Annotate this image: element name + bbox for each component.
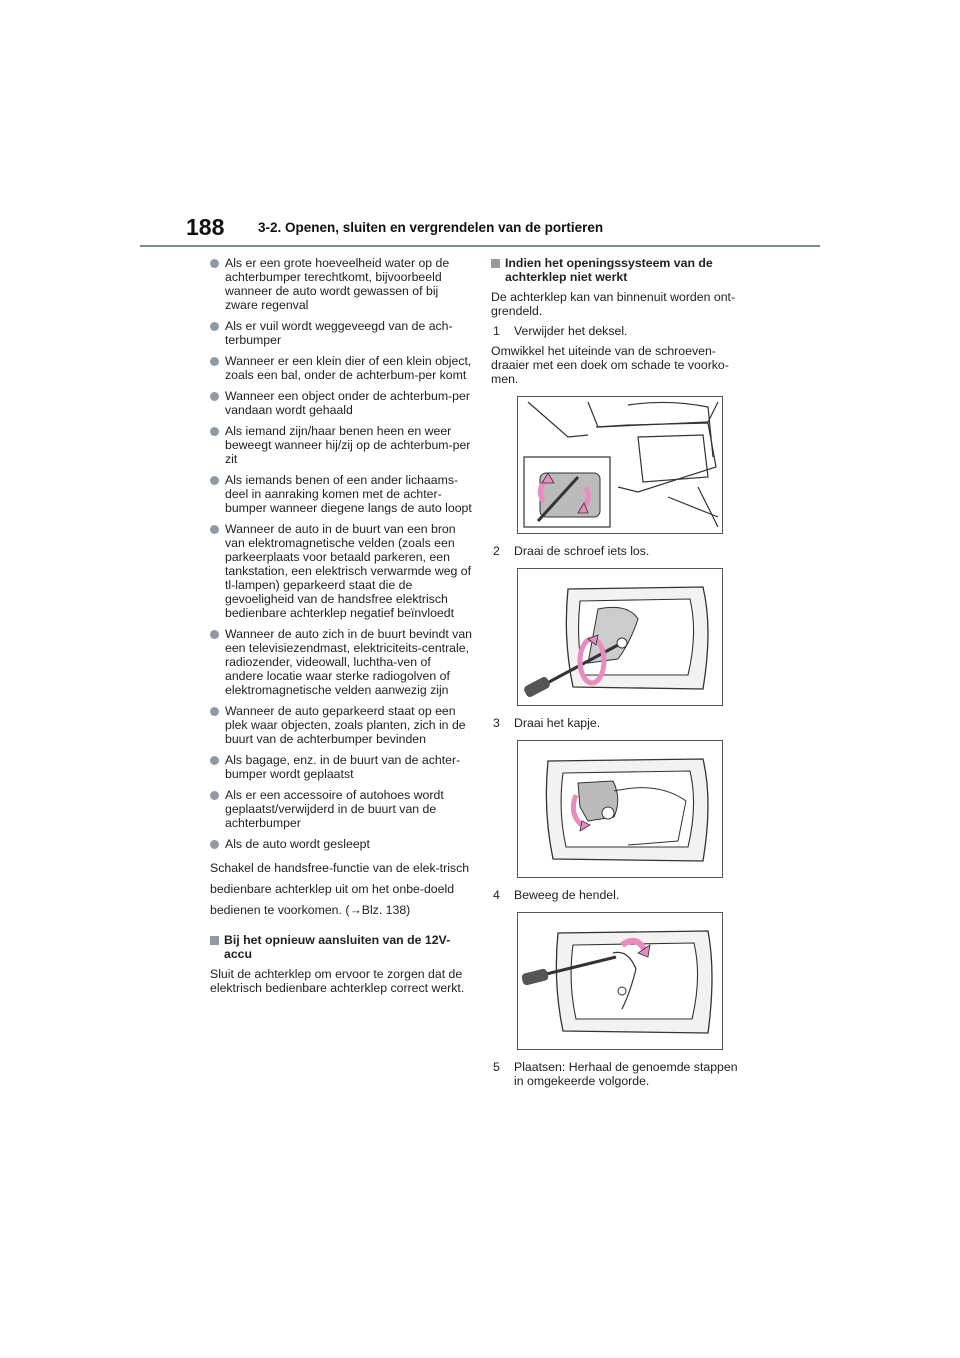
- list-item: Als de auto wordt gesleept: [210, 837, 472, 851]
- step-4: 4 Beweeg de hendel.: [493, 888, 620, 902]
- figure-move-lever: [517, 912, 723, 1050]
- square-bullet-icon: [210, 936, 219, 945]
- list-item: Wanneer de auto geparkeerd staat op een plek waar objecten, zoals planten, zich in de buurt van de achterbumper bevinden: [210, 704, 472, 746]
- list-item: Wanneer er een klein dier of een klein object, zoals een bal, onder de achterbum-per komt: [210, 354, 472, 382]
- step-3: 3 Draai het kapje.: [493, 716, 601, 730]
- step-1-note: Omwikkel het uiteinde van de schroeven-draaier met een doek om schade te voorko-men.: [491, 344, 729, 386]
- page-number: 188: [186, 214, 225, 240]
- heading-reconnect: Bij het opnieuw aansluiten van de 12V-accu: [210, 933, 472, 961]
- section-title: 3-2. Openen, sluiten en vergrendelen van de portieren: [258, 220, 604, 235]
- list-item: Wanneer een object onder de achterbum-per vandaan wordt gehaald: [210, 389, 472, 417]
- left-column: [210, 256, 472, 998]
- list-item: Als iemand zijn/haar benen heen en weer beweegt wanneer hij/zij op de achterbum-per zit: [210, 424, 472, 466]
- figure-turn-cap: [517, 740, 723, 878]
- header-divider: [140, 245, 820, 247]
- figure-remove-cover: [517, 396, 723, 534]
- bullet-dot-icon: [210, 476, 219, 485]
- move-lever-illustration: [518, 913, 722, 1049]
- list-item: Als er een grote hoeveelheid water op de achterbumper terechtkomt, bijvoorbeeld wanneer de auto wordt gewassen of bij zware regenval: [210, 256, 472, 312]
- list-item: Wanneer de auto in de buurt van een bron van elektromagnetische velden (zoals een parkeerplaats voor betaald parkeren, een tankstation, een elektrisch verwarmde weg of tl-lampen) geparkeerd staat die de gevoeligheid van de handsfree elektrisch bedienbare achterklep negatief beïnvloedt: [210, 522, 472, 620]
- bullet-dot-icon: [210, 756, 219, 765]
- reconnect-text: Sluit de achterklep om ervoor te zorgen dat de elektrisch bedienbare achterklep correct werkt.: [210, 967, 465, 995]
- bullet-dot-icon: [210, 840, 219, 849]
- list-item: Als bagage, enz. in de buurt van de achter-bumper wordt geplaatst: [210, 753, 472, 781]
- list-item: Als er een accessoire of autohoes wordt geplaatst/verwijderd in de buurt van de achterbumper: [210, 788, 472, 830]
- tailgate-cover-illustration: [518, 397, 722, 533]
- list-item: Als er vuil wordt weggeveegd van de ach-terbumper: [210, 319, 472, 347]
- list-item: Als iemands benen of een ander lichaams-deel in aanraking komen met de achter-bumper wanneer diegene langs de auto loopt: [210, 473, 472, 515]
- bullet-dot-icon: [210, 630, 219, 639]
- turn-cap-illustration: [518, 741, 722, 877]
- bullet-dot-icon: [210, 357, 219, 366]
- bullet-dot-icon: [210, 392, 219, 401]
- square-bullet-icon: [491, 259, 500, 268]
- heading-emergency-open: Indien het openingssysteem van de achterklep niet werkt: [491, 256, 749, 284]
- step-1: 1 Verwijder het deksel.: [493, 324, 628, 338]
- bullet-dot-icon: [210, 707, 219, 716]
- bullet-dot-icon: [210, 259, 219, 268]
- step-2: 2 Draai de schroef iets los.: [493, 544, 650, 558]
- intro-text: De achterklep kan van binnenuit worden ont-grendeld.: [491, 290, 736, 318]
- figure-loosen-screw: [517, 568, 723, 706]
- bullet-dot-icon: [210, 525, 219, 534]
- step-5: 5 Plaatsen: Herhaal de genoemde stappen in omgekeerde volgorde.: [493, 1060, 738, 1088]
- closing-text: Schakel de handsfree-functie van de elek-trisch bedienbare achterklep uit om het onbe-doeld bedienen te voorkomen. (→Blz. 138): [210, 861, 470, 917]
- bullet-dot-icon: [210, 322, 219, 331]
- list-item: Wanneer de auto zich in de buurt bevindt van een televisiezendmast, elektriciteits-centrale, radiozender, videowall, luchtha-ven of andere locatie waar sterke radiogolven of elektromagnetische velden aanwezig zijn: [210, 627, 472, 697]
- right-column: [491, 256, 749, 1094]
- loosen-screw-illustration: [518, 569, 722, 705]
- bullet-dot-icon: [210, 427, 219, 436]
- bullet-dot-icon: [210, 791, 219, 800]
